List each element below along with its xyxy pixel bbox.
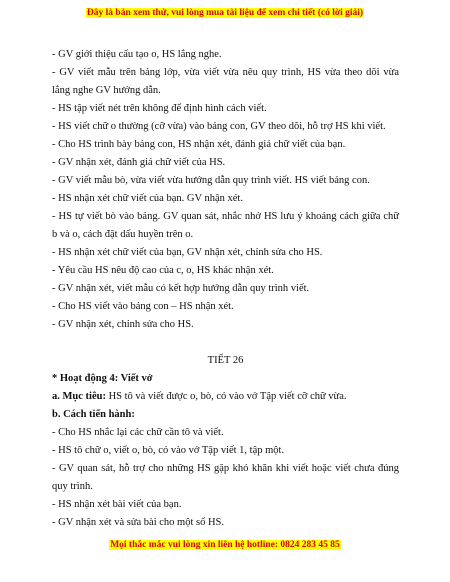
hotline-banner (0, 539, 450, 551)
paragraph-line: - GV giới thiệu cấu tạo o, HS lắng nghe. (52, 49, 222, 60)
paragraph-line: - GV quan sát, hỗ trợ cho những HS gặp khó khăn khi viết hoặc viết chưa đúng quy trình. (52, 463, 399, 492)
preview-notice-banner (0, 7, 450, 19)
paragraph-line: - HS nhận xét bài viết của bạn. (52, 499, 182, 510)
paragraph-line: - HS nhận xét chữ viết của bạn, GV nhận xét, chỉnh sửa cho HS. (52, 247, 323, 258)
goal-text: HS tô và viết được o, bò, có vào vở Tập viết cỡ chữ vừa. (105, 391, 347, 402)
paragraph-line: - GV viết mẫu trên bảng lớp, vừa viết vừa nêu quy trình, HS vừa theo dõi vừa lắng nghe GV hướng dẫn. (52, 67, 399, 96)
paragraph-line: - Cho HS viết vào bảng con – HS nhận xét. (52, 301, 234, 312)
goal-line (52, 388, 399, 406)
paragraph-line: - HS tự viết bò vào bảng. GV quan sát, nhắc nhở HS lưu ý khoảng cách giữa chữ b và o, cách đặt dấu huyền trên o. (52, 211, 399, 240)
paragraph-line: - GV viết mẫu bò, vừa viết vừa hướng dẫn quy trình viết. HS viết bảng con. (52, 175, 370, 186)
paragraph-line: - HS tập viết nét trên không để định hình cách viết. (52, 103, 267, 114)
preview-notice-text: Đây là bản xem thử, vui lòng mua tài liệu để xem chi tiết (có lời giải) (86, 8, 364, 18)
paragraph-line: - GV nhận xét, viết mẫu có kết hợp hướng dẫn quy trình viết. (52, 283, 310, 294)
paragraph-line: - HS nhận xét chữ viết của bạn. GV nhận xét. (52, 193, 243, 204)
goal-label: a. Mục tiêu: (52, 391, 106, 402)
activity-heading: * Hoạt động 4: Viết vở (52, 373, 153, 384)
method-heading: b. Cách tiến hành: (52, 409, 135, 420)
paragraph-line: - GV nhận xét, đánh giá chữ viết của HS. (52, 157, 226, 168)
hotline-text: Mọi thắc mắc vui lòng xin liên hệ hotline: 0824 283 45 85 (110, 540, 340, 550)
paragraph-line: - GV nhận xét và sửa bài cho một số HS. (52, 517, 225, 528)
lesson-title: TIẾT 26 (207, 355, 244, 366)
document-body (52, 46, 399, 532)
paragraph-line: - HS tô chữ o, viết o, bò, có vào vở Tập viết 1, tập một. (52, 445, 285, 456)
paragraph-line: - HS viết chữ o thường (cỡ vừa) vào bảng con, GV theo dõi, hỗ trợ HS khi viết. (52, 121, 386, 132)
paragraph-line: - Cho HS nhắc lại các chữ cần tô và viết. (52, 427, 224, 438)
paragraph-line: - Yêu cầu HS nêu độ cao của c, o, HS khác nhận xét. (52, 265, 274, 276)
paragraph-line: - Cho HS trình bày bảng con, HS nhận xét, đánh giá chữ viết của bạn. (52, 139, 346, 150)
paragraph-line: - GV nhận xét, chỉnh sửa cho HS. (52, 319, 194, 330)
